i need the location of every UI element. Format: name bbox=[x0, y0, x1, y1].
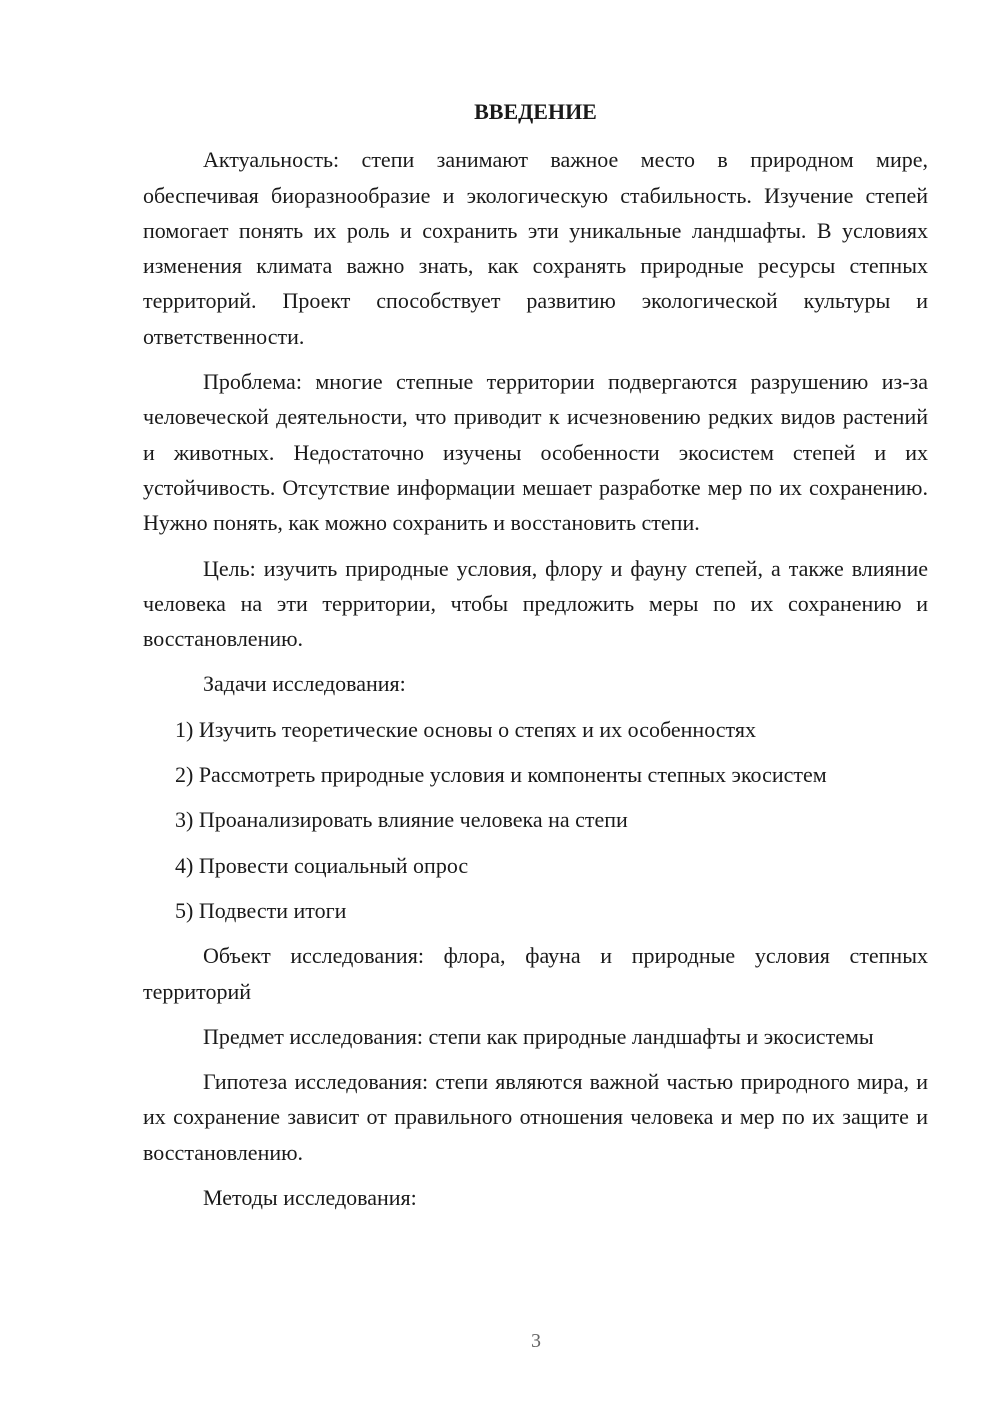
task-item-1: 1) Изучить теоретические основы о степях и их особенностях bbox=[175, 716, 756, 742]
task-item-4: 4) Провести социальный опрос bbox=[175, 852, 469, 878]
section-heading: ВВЕДЕНИЕ bbox=[474, 99, 597, 124]
methods-paragraph: Методы исследования: bbox=[203, 1185, 417, 1211]
page-content bbox=[143, 94, 928, 1225]
object-paragraph: Объект исследования: флора, фауна и природные условия степных территорий bbox=[143, 943, 928, 1004]
relevance-paragraph: Актуальность: степи занимают важное место в природном мире, обеспечивая биоразнообразие и экологическую стабильность. Изучение степей помогает понять их роль и сохранить эти уникальные ландшафты. В условиях изменения климата важно знать, как сохранять природные ресурсы степных территорий. Проект способствует развитию экологической культуры и ответственности. bbox=[143, 147, 928, 349]
page-number: 3 bbox=[531, 1330, 541, 1352]
goal-paragraph: Цель: изучить природные условия, флору и фауну степей, а также влияние человека на эти территории, чтобы предложить меры по их сохранению и восстановлению. bbox=[143, 555, 928, 652]
task-item-3: 3) Проанализировать влияние человека на степи bbox=[175, 807, 628, 833]
problem-paragraph: Проблема: многие степные территории подвергаются разрушению из-за человеческой деятельности, что приводит к исчезновению редких видов растений и животных. Недостаточно изучены особенности экосистем степей и их устойчивость. Отсутствие информации мешает разработке мер по их сохранению. Нужно понять, как можно сохранить и восстановить степи. bbox=[143, 369, 928, 536]
task-item-5: 5) Подвести итоги bbox=[175, 897, 347, 923]
hypothesis-paragraph: Гипотеза исследования: степи являются важной частью природного мира, и их сохранение зависит от правильного отношения человека и мер по их защите и восстановлению. bbox=[143, 1069, 928, 1165]
task-item-2: 2) Рассмотреть природные условия и компоненты степных экосистем bbox=[175, 762, 827, 788]
tasks-list bbox=[143, 712, 928, 928]
tasks-intro: Задачи исследования: bbox=[203, 671, 406, 697]
subject-paragraph: Предмет исследования: степи как природные ландшафты и экосистемы bbox=[203, 1023, 874, 1049]
